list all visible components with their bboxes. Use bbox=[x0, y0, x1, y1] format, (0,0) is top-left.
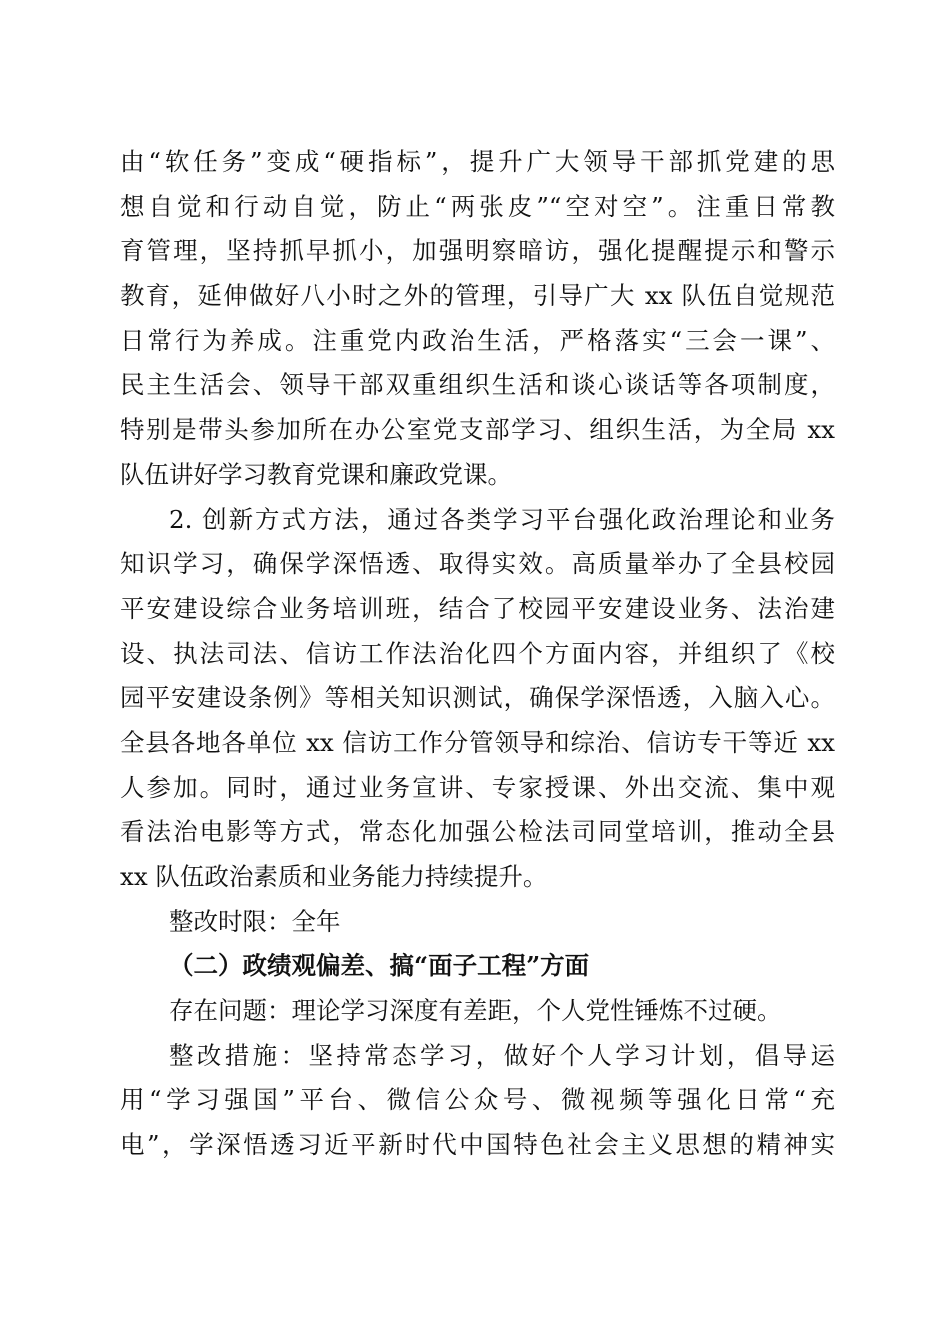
existing-problem: 存在问题：理论学习深度有差距，个人党性锤炼不过硬。 bbox=[169, 996, 782, 1026]
paragraph-line: 2. 创新方式方法，通过各类学习平台强化政治理论和业务 bbox=[169, 504, 835, 534]
paragraph-line: 园平安建设条例》等相关知识测试，确保学深悟透，入脑入心。 bbox=[120, 683, 835, 713]
paragraph-line: 人参加。同时，通过业务宣讲、专家授课、外出交流、集中观 bbox=[120, 772, 835, 802]
paragraph-line: xx 队伍政治素质和业务能力持续提升。 bbox=[120, 862, 548, 891]
paragraph-line: 由“软任务”变成“硬指标”，提升广大领导干部抓党建的思 bbox=[120, 147, 835, 176]
paragraph-line: 平安建设综合业务培训班，结合了校园平安建设业务、法治建 bbox=[120, 593, 835, 623]
paragraph-line: 电”，学深悟透习近平新时代中国特色社会主义思想的精神实 bbox=[120, 1130, 835, 1160]
paragraph-line: 整改措施：坚持常态学习，做好个人学习计划，倡导运 bbox=[169, 1040, 835, 1070]
document-body bbox=[120, 140, 835, 1168]
paragraph-line: 用“学习强国”平台、微信公众号、微视频等强化日常“充 bbox=[120, 1085, 835, 1115]
paragraph-line: 民主生活会、领导干部双重组织生活和谈心谈话等各项制度， bbox=[120, 370, 835, 400]
rectification-deadline: 整改时限：全年 bbox=[169, 906, 341, 936]
paragraph-line: 全县各地各单位 xx 信访工作分管领导和综治、信访专干等近 xx bbox=[120, 727, 835, 757]
paragraph-line: 特别是带头参加所在办公室党支部学习、组织生活，为全局 xx bbox=[120, 415, 835, 445]
paragraph-line: 育管理，坚持抓早抓小，加强明察暗访，强化提醒提示和警示 bbox=[120, 236, 835, 266]
paragraph-line: 日常行为养成。注重党内政治生活，严格落实“三会一课”、 bbox=[120, 325, 835, 355]
paragraph-line: 知识学习，确保学深悟透、取得实效。高质量举办了全县校园 bbox=[120, 549, 835, 579]
paragraph-line: 队伍讲好学习教育党课和廉政党课。 bbox=[120, 459, 512, 489]
paragraph-line: 教育，延伸做好八小时之外的管理，引导广大 xx 队伍自觉规范 bbox=[120, 281, 835, 311]
paragraph-line: 看法治电影等方式，常态化加强公检法司同堂培训，推动全县 bbox=[120, 817, 835, 847]
paragraph-line: 想自觉和行动自觉，防止“两张皮”“空对空”。注重日常教 bbox=[120, 191, 835, 221]
paragraph-line: 设、执法司法、信访工作法治化四个方面内容，并组织了《校 bbox=[120, 638, 835, 668]
section-heading: （二）政绩观偏差、搞“面子工程”方面 bbox=[169, 951, 590, 981]
